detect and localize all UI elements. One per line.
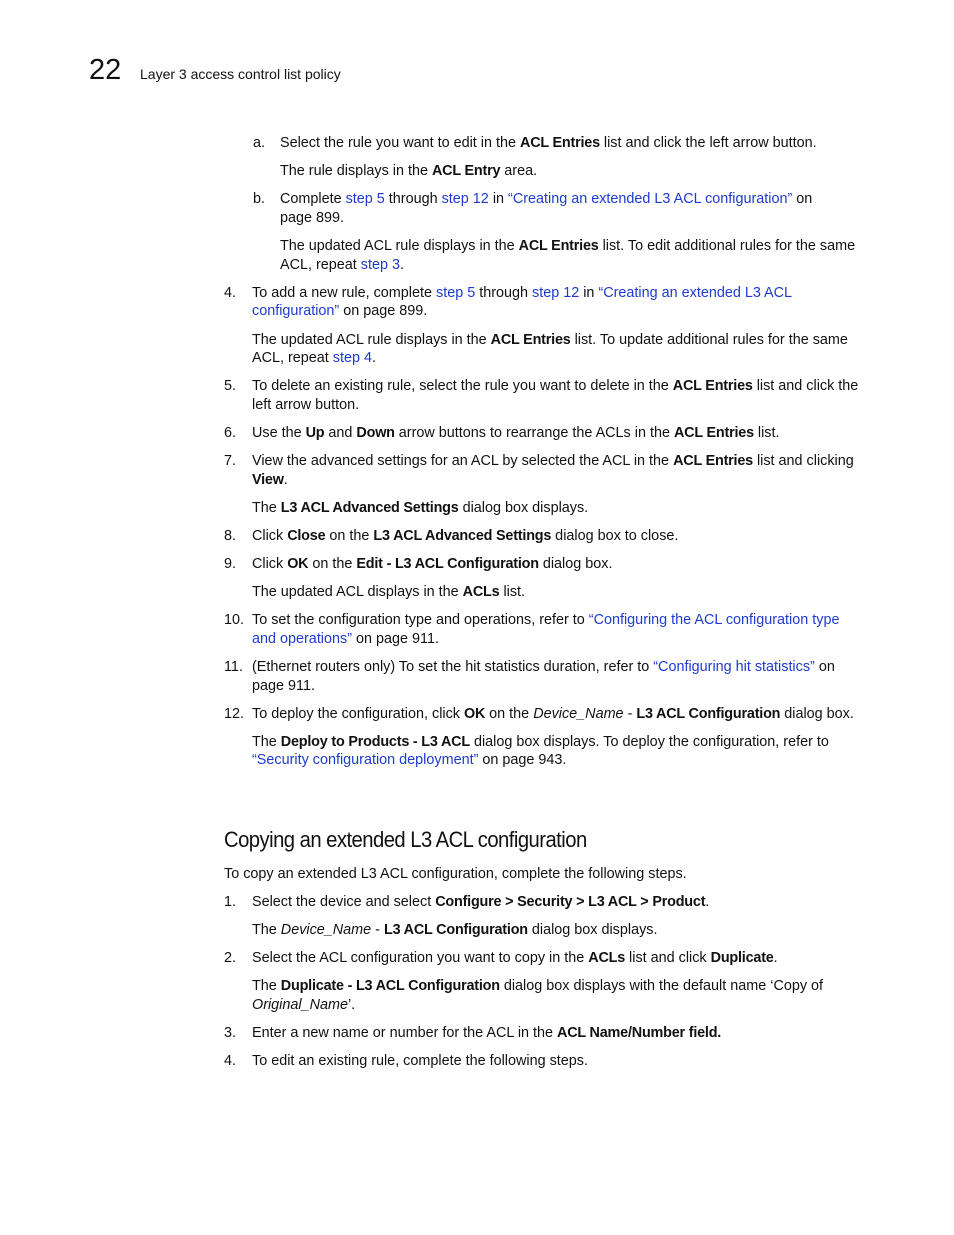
link-configuring-hit-statistics[interactable]: “Configuring hit statistics”	[653, 659, 815, 675]
paragraph-line: The L3 ACL Advanced Settings dialog box displays.	[252, 500, 589, 516]
list-marker: 7.	[224, 453, 237, 469]
list-marker: 8.	[224, 528, 237, 544]
paragraph-line: Enter a new name or number for the ACL in the ACL Name/Number field.	[252, 1025, 722, 1041]
paragraph-line: Click Close on the L3 ACL Advanced Settings dialog box to close.	[252, 528, 679, 544]
link-creating-extended-l3-acl[interactable]: “Creating an extended L3 ACL	[598, 285, 793, 301]
paragraph-line: View.	[252, 472, 288, 488]
paragraph-line: ACL, repeat step 4.	[252, 350, 376, 366]
paragraph-line: The updated ACL rule displays in the ACL Entries list. To update additional rules for the same	[252, 332, 848, 348]
paragraph-line: Use the Up and Down arrow buttons to rearrange the ACLs in the ACL Entries list.	[252, 425, 780, 441]
paragraph-line: and operations” on page 911.	[252, 631, 439, 647]
link-step-4[interactable]: step 4	[332, 350, 372, 366]
list-marker: b.	[253, 191, 266, 207]
link-step-12[interactable]: step 12	[532, 285, 580, 301]
list-marker: 1.	[224, 894, 237, 910]
list-marker: 5.	[224, 378, 237, 394]
chapter-title: Layer 3 access control list policy	[140, 66, 341, 82]
paragraph-line: The rule displays in the ACL Entry area.	[280, 163, 538, 179]
list-marker: 2.	[224, 950, 237, 966]
paragraph-line: The Duplicate - L3 ACL Configuration dialog box displays with the default name ‘Copy of	[252, 978, 824, 994]
paragraph-line: (Ethernet routers only) To set the hit statistics duration, refer to “Configuring hit statistics” on	[252, 659, 835, 675]
link-step-5[interactable]: step 5	[345, 191, 385, 207]
link-creating-extended-l3-acl[interactable]: “Creating an extended L3 ACL configuration”	[508, 191, 793, 207]
link-configuring-acl-type-cont[interactable]: and operations”	[252, 631, 353, 647]
paragraph-line: To deploy the configuration, click OK on the Device_Name - L3 ACL Configuration dialog box.	[252, 706, 854, 722]
paragraph-line: page 899.	[280, 210, 345, 226]
paragraph-line: The Deploy to Products - L3 ACL dialog box displays. To deploy the configuration, refer to	[252, 734, 829, 750]
link-configuring-acl-type[interactable]: “Configuring the ACL configuration type	[588, 612, 840, 628]
list-marker: 9.	[224, 556, 237, 572]
section-heading: Copying an extended L3 ACL configuration	[224, 827, 587, 852]
paragraph-line: ACL, repeat step 3.	[280, 257, 404, 273]
paragraph-line: “Security configuration deployment” on page 943.	[252, 752, 567, 768]
link-security-config-deployment[interactable]: “Security configuration deployment”	[252, 752, 479, 768]
paragraph-line: The Device_Name - L3 ACL Configuration dialog box displays.	[252, 922, 658, 938]
paragraph-line: Select the rule you want to edit in the ACL Entries list and click the left arrow button.	[280, 135, 817, 151]
list-marker: 11.	[224, 659, 243, 675]
paragraph-line: To copy an extended L3 ACL configuration, complete the following steps.	[224, 866, 687, 882]
paragraph-line: configuration” on page 899.	[252, 303, 428, 319]
paragraph-line: To add a new rule, complete step 5 through step 12 in “Creating an extended L3 ACL	[252, 285, 793, 301]
list-marker: 10.	[224, 612, 245, 628]
chapter-number: 22	[89, 54, 122, 86]
paragraph-line: Select the ACL configuration you want to copy in the ACLs list and click Duplicate.	[252, 950, 778, 966]
list-marker: 12.	[224, 706, 245, 722]
link-creating-extended-l3-acl-cont[interactable]: configuration”	[252, 303, 340, 319]
paragraph-line: To edit an existing rule, complete the following steps.	[252, 1053, 588, 1069]
paragraph-line: left arrow button.	[252, 397, 360, 413]
link-step-5[interactable]: step 5	[436, 285, 476, 301]
paragraph-line: View the advanced settings for an ACL by selected the ACL in the ACL Entries list and clicking	[252, 453, 854, 469]
list-marker: 4.	[224, 285, 237, 301]
paragraph-line: The updated ACL displays in the ACLs list.	[252, 584, 526, 600]
list-marker: 3.	[224, 1025, 237, 1041]
paragraph-line: Select the device and select Configure > Security > L3 ACL > Product.	[252, 894, 710, 910]
paragraph-line: Complete step 5 through step 12 in “Creating an extended L3 ACL configuration” on	[280, 191, 813, 207]
paragraph-line: Original_Name’.	[252, 997, 356, 1013]
link-step-12[interactable]: step 12	[441, 191, 489, 207]
list-marker: a.	[253, 135, 266, 151]
list-marker: 4.	[224, 1053, 237, 1069]
paragraph-line: To set the configuration type and operations, refer to “Configuring the ACL configuration type	[252, 612, 840, 628]
paragraph-line: To delete an existing rule, select the rule you want to delete in the ACL Entries list and click the	[252, 378, 859, 394]
paragraph-line: Click OK on the Edit - L3 ACL Configuration dialog box.	[252, 556, 613, 572]
link-step-3[interactable]: step 3	[360, 257, 400, 273]
paragraph-line: page 911.	[252, 678, 315, 694]
list-marker: 6.	[224, 425, 237, 441]
paragraph-line: The updated ACL rule displays in the ACL Entries list. To edit additional rules for the same	[280, 238, 856, 254]
